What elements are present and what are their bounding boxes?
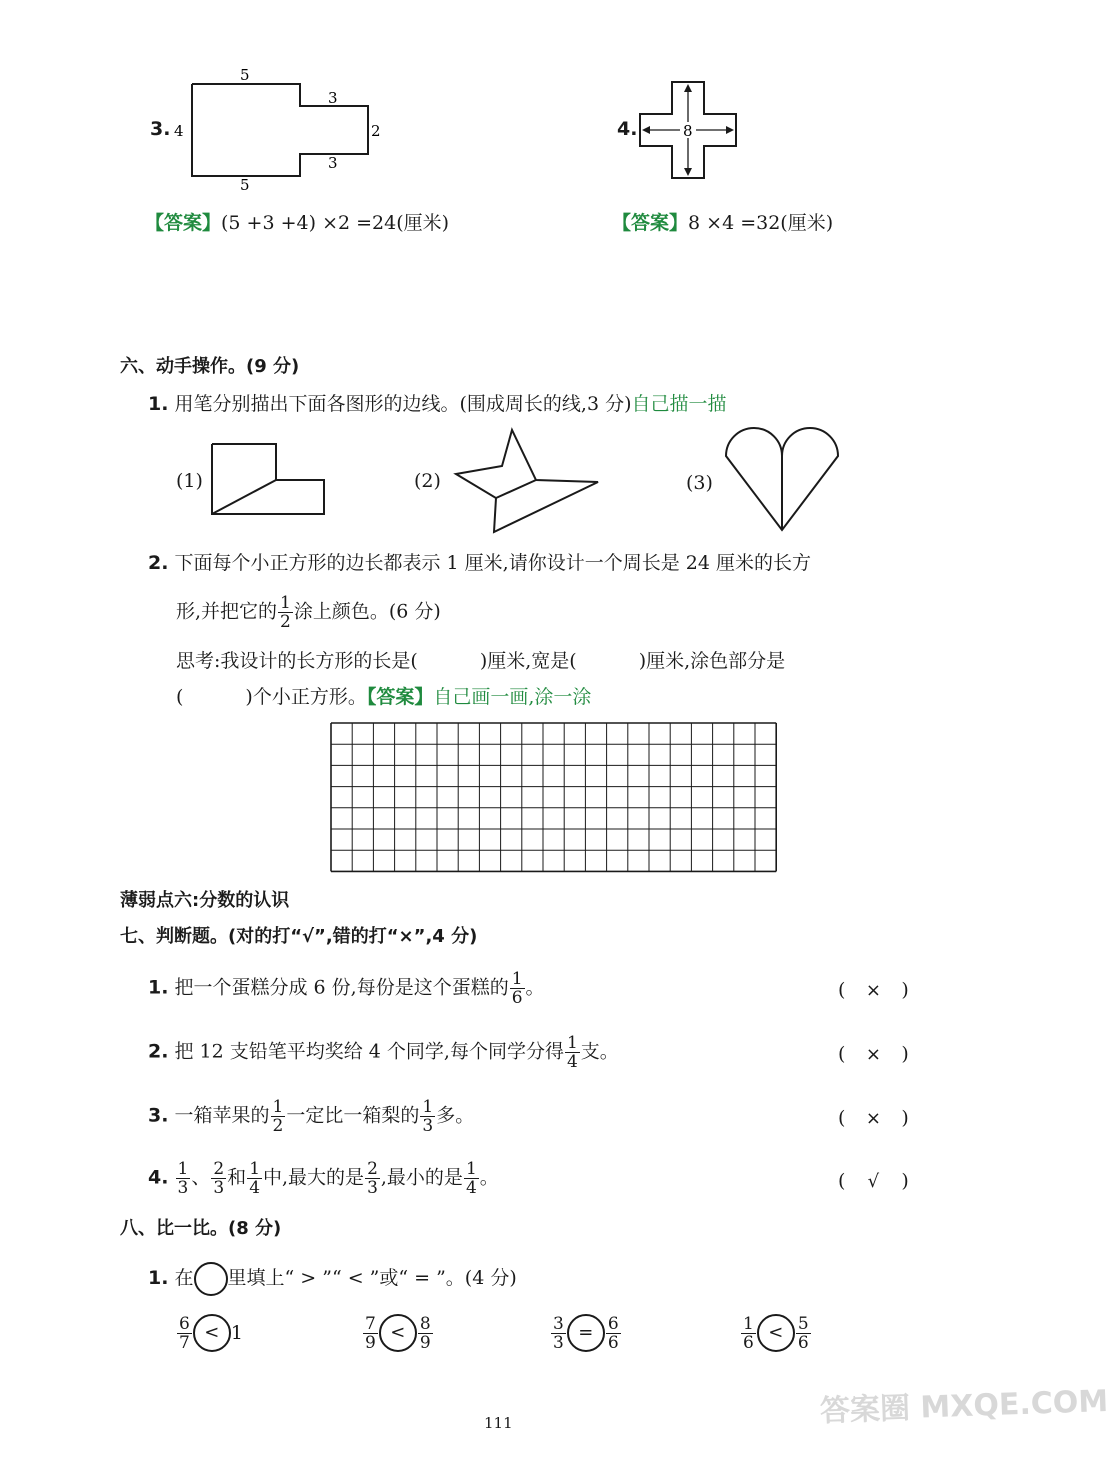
fraction: $\frac{1}{2}$ [280,593,291,632]
problem4-answer [612,210,833,236]
fraction: $\frac{1}{4}$ [249,1159,261,1198]
s7-item-1-answer[interactable]: ( × ) [838,977,909,1004]
s7-item-3-answer[interactable]: ( × ) [838,1105,909,1132]
q-number: 1. [148,393,169,415]
q-text: 下面每个小正方形的边长都表示 1 厘米,请你设计一个周长是 24 厘米的长方 [174,552,811,574]
answer-mark: × [865,1044,881,1065]
section7-title: 七、判断题。(对的打“√”,错的打“×”,4 分) [120,926,478,947]
s7-item-3: 3. 一箱苹果的 $\frac{1}{2}$ 一定比一箱梨的 $\frac{1}{3}$ 多。 [148,1097,475,1136]
s7-item-2-answer[interactable]: ( × ) [838,1041,909,1068]
weakpoint-heading: 薄弱点六:分数的认识 [120,890,290,911]
s7-item-1: 1. 把一个蛋糕分成 6 份,每份是这个蛋糕的 $\frac{1}{6}$ 。 [148,969,545,1008]
problem3-label: 3. [150,118,171,140]
s6-q2-think1: 思考:我设计的长方形的长是( )厘米,宽是( )厘米,涂色部分是 [176,650,786,672]
section8-title: 八、比一比。(8 分) [120,1218,282,1239]
s6-q1 [148,391,727,417]
comparison-circle[interactable]: = [567,1314,605,1352]
p4-dim: 8 [683,122,693,140]
s6-q2-line2: 形,并把它的 $\frac{1}{2}$ 涂上颜色。(6 分) [176,593,441,632]
comparison-circle[interactable]: < [379,1314,417,1352]
problem3-figure [168,60,398,200]
problem4-label: 4. [617,118,638,140]
answer-tag: 【答案】 [612,212,689,234]
square-grid[interactable] [330,722,776,874]
comparison-1: $\frac{6}{7}$ < 1 [179,1313,243,1353]
problem4-figure [636,76,746,186]
fraction: $\frac{2}{3}$ [213,1159,225,1198]
answer-tag: 【答案】 [145,212,222,234]
p3-dim-step-bottom: 3 [328,154,338,172]
p3-dim-bottom: 5 [240,176,250,194]
s8-q1: 1. 在 里填上“ > ”“ < ”或“ = ”。(4 分) [148,1262,517,1296]
answer-tag: 【答案】 [366,686,434,708]
q-text: 用笔分别描出下面各图形的边线。(围成周长的线,3 分) [174,393,632,415]
figure-label-3: (3) [686,472,713,494]
figure-3-shape [720,428,848,534]
fraction: $\frac{1}{2}$ [272,1097,284,1136]
answer-text: 8 ×4 =32(厘米) [688,212,834,234]
answer-mark: √ [867,1171,880,1192]
problem3-answer [145,210,449,236]
p3-dim-left: 4 [174,122,184,140]
fraction: $\frac{2}{3}$ [367,1159,378,1198]
p3-dim-top: 5 [240,66,250,84]
fraction: $\frac{1}{6}$ [511,969,523,1008]
s6-q2-line1 [148,550,811,576]
s6-q2-think2: ( )个小正方形。【答案】自己画一画,涂一涂 [176,686,592,708]
page-number: 111 [484,1414,513,1432]
comparison-circle[interactable]: < [757,1314,795,1352]
section6-title: 六、动手操作。(9 分) [120,356,300,377]
figure-label-2: (2) [414,470,441,492]
fraction: $\frac{1}{4}$ [566,1033,578,1072]
answer-mark: × [865,980,881,1001]
blank-circle-icon [194,1262,228,1296]
fraction: $\frac{1}{3}$ [422,1097,434,1136]
comparison-4: $\frac{1}{6}$ < $\frac{5}{6}$ [743,1313,809,1353]
answer-text: 自己画一画,涂一涂 [433,686,592,708]
answer-mark: × [865,1108,881,1129]
comparison-3: $\frac{3}{3}$ = $\frac{6}{6}$ [553,1313,619,1353]
s7-item-4: 4. $\frac{1}{3}$ 、 $\frac{2}{3}$ 和 $\frac{1}{4}$ 中,最大的是 $\frac{2}{3}$ ,最小的是 $\frac{1}{4}$ 。 [148,1159,499,1198]
p3-dim-right: 2 [371,122,381,140]
s7-item-4-answer[interactable]: ( √ ) [838,1168,909,1195]
comparison-circle[interactable]: < [193,1314,231,1352]
comparison-2: $\frac{7}{9}$ < $\frac{8}{9}$ [365,1313,431,1353]
q-number: 2. [148,552,169,574]
watermark: 答案圈 MXQE.COM [819,1383,1109,1430]
s7-item-2: 2. 把 12 支铅笔平均奖给 4 个同学,每个同学分得 $\frac{1}{4}$ 支。 [148,1033,619,1072]
fraction: $\frac{1}{4}$ [465,1159,477,1198]
figure-1-shape [210,442,330,518]
p3-dim-step-top: 3 [328,89,338,107]
q-answer: 自己描一描 [631,393,727,415]
answer-text: (5 +3 +4) ×2 =24(厘米) [221,212,450,234]
figure-2-shape [450,426,602,538]
figure-label-1: (1) [176,470,203,492]
fraction: $\frac{1}{3}$ [177,1159,189,1198]
